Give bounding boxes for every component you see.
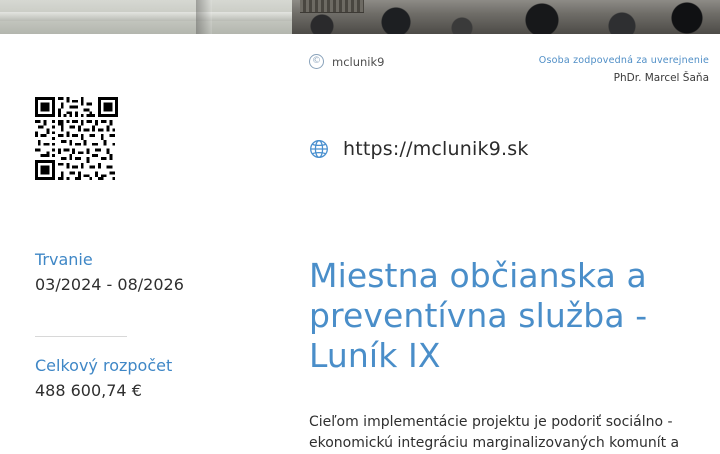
globe-icon	[309, 139, 329, 159]
banner-photo-left	[0, 0, 292, 34]
duration-label: Trvanie	[35, 250, 93, 269]
responsible-person	[539, 54, 709, 86]
project-description: Cieľom implementácie projektu je podoriť sociálno - ekonomickú integráciu marginalizovaných komunít a	[309, 414, 680, 451]
duration-value: 03/2024 - 08/2026	[35, 275, 184, 294]
responsible-label: Osoba zodpovedná za uverejnenie	[538, 55, 709, 66]
budget-block	[35, 356, 265, 401]
project-title: Miestna občianska a preventívna služba - Luník IX	[309, 256, 648, 375]
website-link[interactable]	[309, 138, 529, 160]
header-photo-banner	[0, 0, 720, 34]
responsible-name: PhDr. Marcel Šaňa	[613, 72, 709, 84]
banner-grate-detail	[300, 0, 364, 13]
copyright-text: mclunik9	[332, 54, 385, 69]
qr-code	[35, 97, 118, 180]
budget-value: 488 600,74 €	[35, 381, 142, 400]
duration-block	[35, 250, 265, 295]
right-column	[292, 34, 720, 451]
left-divider	[35, 336, 127, 337]
budget-label: Celkový rozpočet	[35, 356, 173, 375]
copyright	[309, 54, 384, 69]
website-url[interactable]: https://mclunik9.sk	[343, 138, 529, 160]
meta-row	[309, 54, 709, 88]
left-column	[0, 34, 292, 420]
copyright-icon: ©	[309, 54, 324, 69]
